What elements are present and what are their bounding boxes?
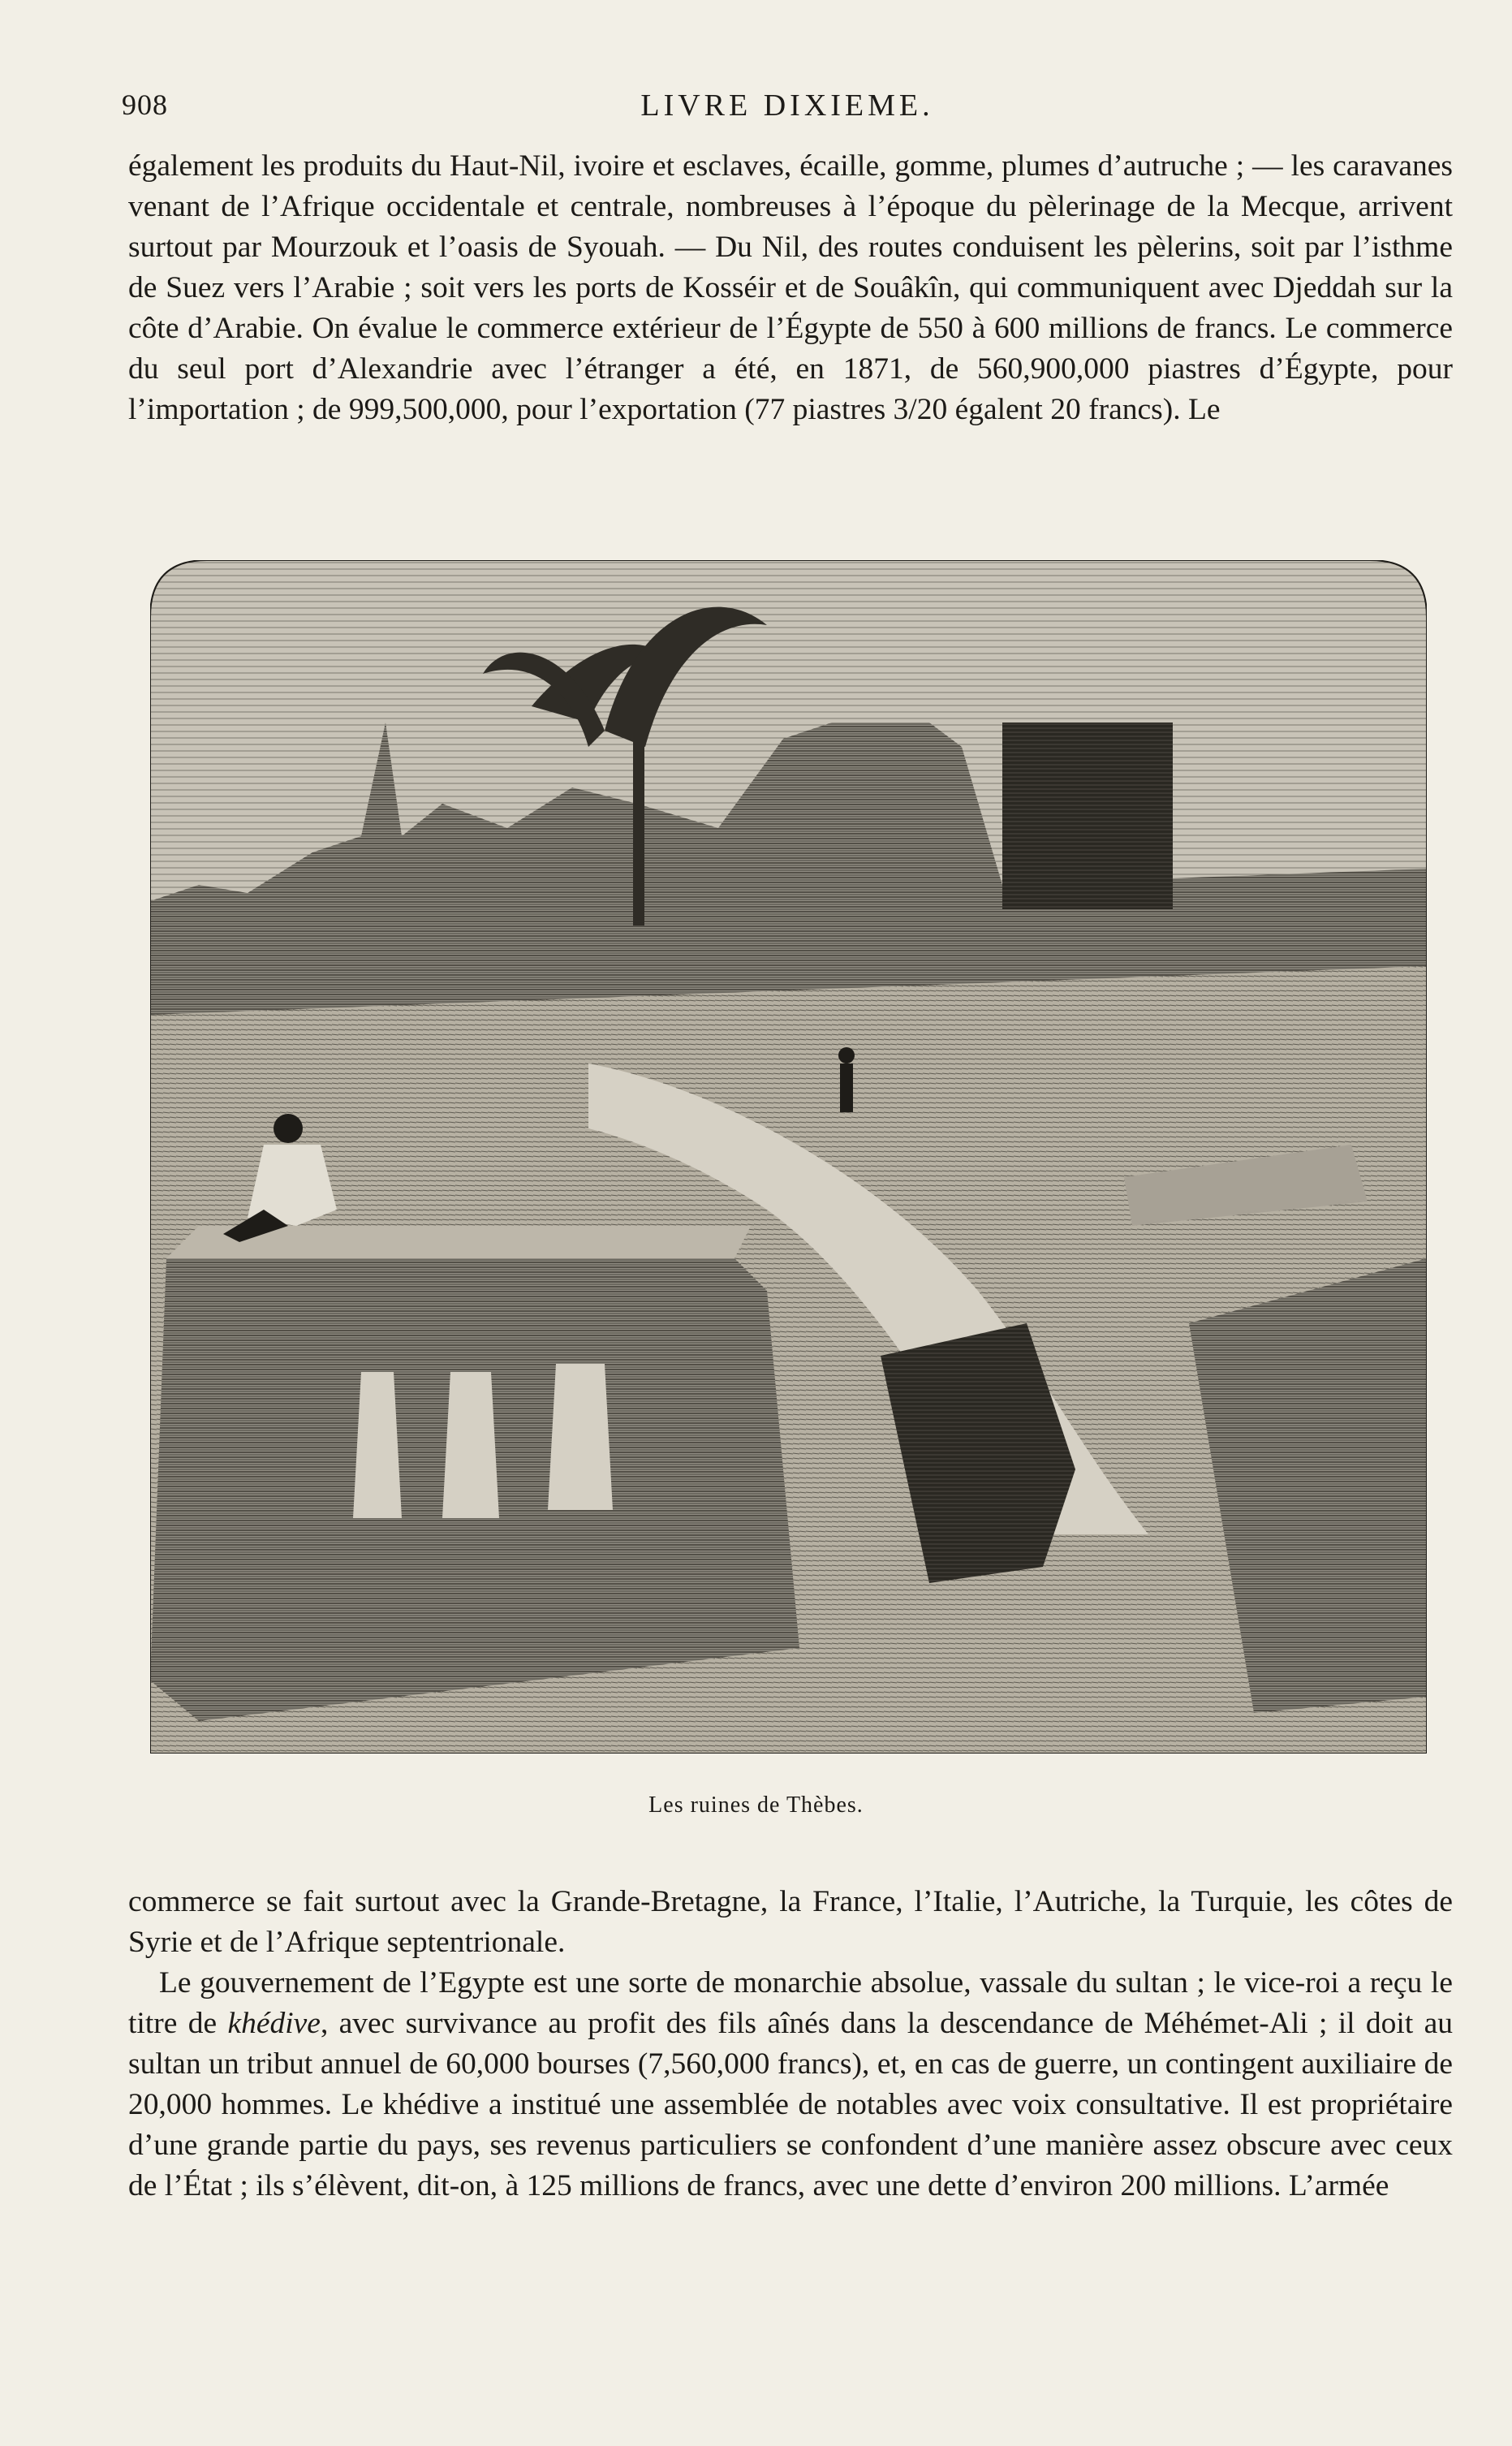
paragraph-top: également les produits du Haut-Nil, ivoire et esclaves, écaille, gomme, plumes d’autruche ; — les caravanes venant de l’Afrique occidentale et centrale, nombreuses à l’époque du pèlerinage de la Mecque, arrivent surtout par Mourzouk et l’oasis de Syouah. — Du Nil, des routes conduisent les pèlerins, soit par l’isthme de Suez vers l’Arabie ; soit vers les ports de Kosséir et de Souâkîn, qui communiquent avec Djeddah sur la côte d’Arabie. On évalue le commerce extérieur de l’Égypte de 550 à 600 millions de francs. Le commerce du seul port d’Alexandrie avec l’étranger a été, en 1871, de 560,900,000 piastres d’Égypte, pour l’importation ; de 999,500,000, pour l’exportation (77 piastres 3/20 égalent 20 francs). Le	[128, 149, 1453, 426]
engraving-ruins-of-thebes	[150, 560, 1427, 1754]
running-title: LIVRE DIXIEME.	[640, 88, 934, 123]
page-header	[122, 88, 1453, 128]
page-number: 908	[122, 88, 168, 121]
text-block-top	[128, 146, 1453, 430]
khedive-emphasis: khédive	[227, 2007, 321, 2040]
government-text-after: , avec survivance au profit des fils aînés dans la descendance de Méhémet-Ali ; il doit au sultan un tribut annuel de 60,000 bourses (7,560,000 francs), et, en cas de guerre, un contingent auxiliaire de 20,000 hommes. Le khédive a institué une assemblée de notables avec voix consultative. Il est propriétaire d’une grande partie du pays, ses revenus particuliers se confondent d’une manière assez obscure avec ceux de l’État ; ils s’élèvent, dit-on, à 125 millions de francs, avec une dette d’environ 200 millions. L’armée	[128, 2007, 1453, 2202]
paragraph-continued: commerce se fait surtout avec la Grande-Bretagne, la France, l’Italie, l’Autriche, la Turquie, les côtes de Syrie et de l’Afrique septentrionale.	[128, 1885, 1453, 1959]
figure-caption: Les ruines de Thèbes.	[648, 1792, 864, 1818]
government-text-before: Le gouvernement de l’Egypte est une sorte de monarchie absolue, vassale du sultan ; le vice-roi a reçu le titre de	[128, 1966, 1453, 2040]
paragraph-government	[128, 1963, 1453, 2207]
text-block-bottom	[128, 1882, 1453, 2207]
engraving-illustration	[150, 560, 1427, 1754]
